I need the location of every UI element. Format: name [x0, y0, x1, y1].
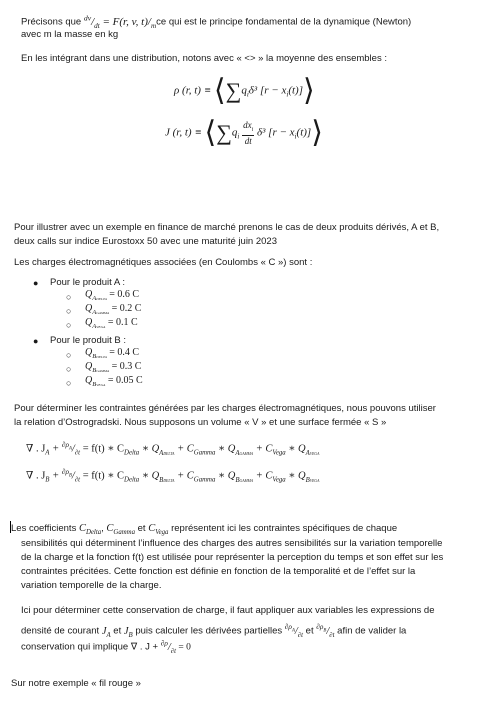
conservation-l2c: afin de valider la	[334, 625, 407, 637]
first-letter: L	[11, 523, 17, 534]
left-angle: ⟨	[204, 116, 217, 149]
circle-bullet-icon: ○	[66, 306, 72, 316]
intro-line-3: En les intégrant dans une distribution, notons avec « <> » la moyenne des ensembles :	[21, 53, 387, 64]
bullet-icon: ●	[33, 278, 39, 288]
rho-equation: ρ (r, $t) \equiv ⟨\sum q_i\delta^3$ $[r - x_i(t)]⟩$	[174, 74, 315, 107]
coeffs-l1b: représentent ici les contraintes spécifiques de chaque	[168, 523, 398, 534]
c-gamma-sub: Gamma	[193, 449, 216, 457]
coeffs-line-5: variation temporelle de la charge.	[21, 580, 162, 591]
conservation-line-1: Ici pour déterminer cette conservation de charge, il faut appliquer aux variables les expressions de	[21, 605, 435, 616]
ostrogradski-equation-b: ∇ . $J_B + ^{\partial\rho_B}/_{\partial t} = f(t)$ ∗ $C_{Delta}$ ∗ $Q_{BDELTA} + C_{Gamma}$ ∗ $Q_{BGAMMA} + C_{Vega}$ ∗ $Q_{BVEGA}$	[26, 467, 320, 484]
product-a-label: Pour le produit A :	[50, 277, 125, 288]
finance-line-3: Les charges électromagnétiques associées (en Coulombs « C ») sont :	[14, 257, 313, 268]
j-q: q	[231, 126, 238, 139]
j-equation: J (r, $t) \equiv ⟨\sum q_i$ $\frac{dx_i}{dt}$ δ³ $[r - x_i(t)]⟩$	[165, 116, 323, 149]
finance-line-2: deux calls sur indice Eurostoxx 50 avec une maturité juin 2023	[14, 236, 277, 247]
coeffs-l1a: es coefficients	[16, 523, 79, 534]
j-delta-end: (t)]	[296, 126, 312, 139]
coeffs-line-1: Les coefficients $C_{Delta}$, $C_{Gamma}$ et $C_{Vega}$ représentent ici les contraintes spécifiques de chaque	[11, 523, 398, 537]
conservation-l2b: puis calculer les dérivées partielles	[132, 625, 285, 637]
charge-a-gamma: $Q_{AGAMMA} = 0.2$ C	[85, 303, 142, 316]
circle-bullet-icon: ○	[66, 320, 72, 330]
coeffs-line-2: sensibilités qui déterminent l’influence des charges des autres sensibilités sur la variation temporelle	[21, 538, 443, 549]
right-angle: ⟩	[311, 116, 323, 149]
dt: dt	[244, 135, 252, 146]
c-vega-sub: Vega	[272, 476, 286, 484]
rho-q: q	[241, 84, 247, 97]
charge-b-gamma: $Q_{BGAMMA} = 0.3$ C	[85, 361, 142, 374]
coeffs-line-3: de la charge et la fonction f(t) est utilisée pour représenter la perception du temps et son effet sur les	[21, 552, 444, 563]
circle-bullet-icon: ○	[66, 350, 72, 360]
comma: ,	[101, 523, 107, 534]
bullet-icon: ●	[33, 336, 39, 346]
circle-bullet-icon: ○	[66, 378, 72, 388]
right-angle: ⟩	[302, 74, 315, 107]
newton-equation: $^{dv}/_{dt} = F(r$, v, $t)/_m$	[83, 13, 157, 30]
circle-bullet-icon: ○	[66, 292, 72, 302]
intro-prefix: Précisons que	[21, 16, 84, 28]
j-lhs: J (r, t) ≡	[165, 126, 202, 139]
c-delta-sub: Delta	[124, 476, 140, 484]
left-angle: ⟨	[213, 74, 226, 107]
fil-rouge-line: Sur notre exemple « fil rouge »	[11, 678, 141, 689]
and: et	[110, 625, 124, 637]
sum-symbol: ∑	[225, 78, 242, 103]
constraints-line-1: Pour déterminer les contraintes générées par les charges électromagnétiques, nous pouvons utiliser	[14, 403, 436, 414]
circle-bullet-icon: ○	[66, 364, 72, 374]
product-b-label: Pour le produit B :	[50, 335, 127, 346]
c-gamma-sub: Gamma	[193, 476, 216, 484]
rho-delta-end: (t)]	[288, 84, 303, 97]
ostrogradski-equation-a: ∇ . $J_A + ^{\partial\rho_A}/_{\partial t} = f(t)$ ∗ $C_{Delta}$ ∗ $Q_{ADELTA} + C_{Gamma}$ ∗ $Q_{AGAMMA} + C_{Vega}$ ∗ $Q_{AVEGA}$	[26, 440, 320, 457]
conservation-line-2: densité de courant $J_A$ et $J_B$ puis calculer les dérivées partielles $^{\partial\rho_A}/_{\partial t}$ et $^{\partial\rho_B}/_{\partial t}$ afin de valider la	[21, 622, 407, 639]
charge-a-vega: $Q_{AVEGA} = 0.1$ C	[85, 317, 138, 330]
sum-symbol: ∑	[216, 120, 232, 145]
and: et	[303, 625, 317, 637]
finance-line-1: Pour illustrer avec un exemple en finance de marché prenons le cas de deux produits dérivés, A et B,	[14, 222, 440, 233]
conservation-l2a: densité de courant	[21, 625, 102, 637]
dx: dx	[243, 120, 252, 131]
charge-b-delta: $Q_{BDELTA} = 0.4$ C	[85, 347, 140, 360]
charge-b-vega: $Q_{BVEGA} = 0.05$ C	[85, 375, 143, 388]
j-delta: δ³ [r − x	[257, 126, 295, 139]
coeffs-line-4: contraintes précitées. Cette fonction est définie en fonction de la temporalité et de l’effet sur la	[21, 566, 416, 577]
c-vega-sub: Vega	[272, 449, 286, 457]
conservation-l3: conservation qui implique ∇ . J +	[21, 641, 161, 653]
conservation-l3-end: = 0	[176, 642, 191, 653]
intro-suffix: ce qui est le principe fondamental de la dynamique (Newton)	[156, 16, 412, 28]
and: et	[135, 523, 149, 534]
constraints-line-2: la relation d’Ostrogradski. Nous supposons un volume « V » et une surface fermée « S »	[14, 417, 387, 428]
rhs-prefix-a: = f(t) ∗ C	[82, 443, 125, 455]
charge-a-delta: $Q_{ADELTA} = 0.6$ C	[85, 289, 140, 302]
rho-lhs: ρ (r, t) ≡	[174, 84, 212, 97]
rho-delta: δ³ [r − x	[248, 84, 287, 97]
dx-dt-fraction: $\frac{dx_i}{dt}$	[243, 120, 254, 146]
c-delta-sub: Delta	[124, 449, 140, 457]
intro-line-2: avec m la masse en kg	[21, 29, 119, 40]
div-ja: ∇ . J	[26, 443, 46, 455]
conservation-line-3: conservation qui implique ∇ . $J + ^{\partial\rho}/_{\partial t} = 0$	[21, 638, 191, 655]
rhs-prefix-b: = f(t) ∗ C	[82, 470, 125, 482]
div-jb: ∇ . J	[26, 470, 46, 482]
